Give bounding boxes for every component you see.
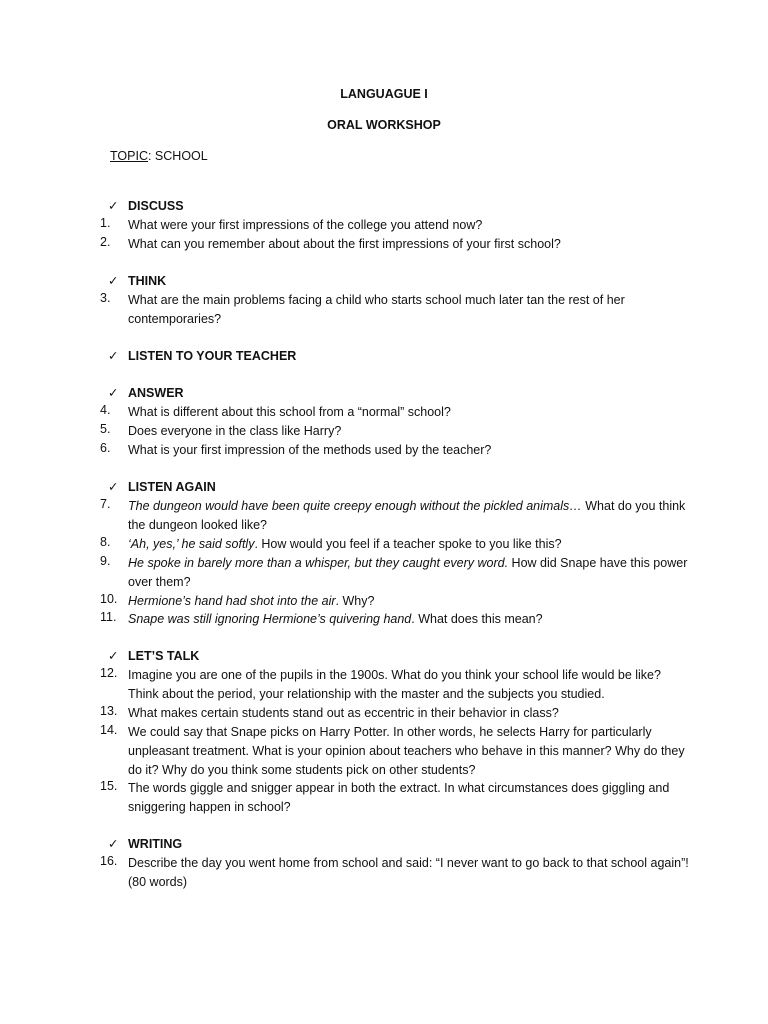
- quote-text: ‘Ah, yes,’ he said softly: [128, 537, 255, 551]
- question-text: What makes certain students stand out as eccentric in their behavior in class?: [128, 706, 559, 720]
- question-number: 12.: [100, 666, 118, 680]
- section-label: THINK: [128, 274, 167, 288]
- quote-text: Snape was still ignoring Hermione’s quivering hand: [128, 612, 412, 626]
- question-text: ‘Ah, yes,’ he said softly. How would you feel if a teacher spoke to you like this?: [128, 537, 562, 551]
- question-text: Hermione’s hand had shot into the air. Why?: [128, 594, 375, 608]
- question-number: 5.: [100, 422, 111, 436]
- section-label: DISCUSS: [128, 199, 184, 213]
- question-number: 8.: [100, 535, 111, 549]
- question-text: What were your first impressions of the college you attend now?: [128, 218, 483, 232]
- question-text: What can you remember about about the first impressions of your first school?: [128, 237, 561, 251]
- checkmark-icon: ✓: [108, 480, 119, 494]
- question-text: He spoke in barely more than a whisper, but they caught every word. How did Snape have this power over them?: [128, 556, 688, 589]
- question-number: 9.: [100, 554, 111, 568]
- question-item: [100, 216, 690, 235]
- question-text: What is different about this school from a “normal” school?: [128, 405, 451, 419]
- question-text: What are the main problems facing a child who starts school much later tan the rest of her contemporaries?: [128, 293, 625, 326]
- question-number: 14.: [100, 723, 118, 737]
- section-lets-talk: [108, 648, 199, 663]
- section-label: ANSWER: [128, 386, 184, 400]
- checkmark-icon: ✓: [108, 386, 119, 400]
- question-item: [100, 235, 690, 254]
- question-number: 3.: [100, 291, 111, 305]
- question-text: The words giggle and snigger appear in both the extract. In what circumstances does giggling and sniggering happen in school?: [128, 781, 670, 814]
- section-listen: [108, 348, 296, 363]
- section-label: LISTEN AGAIN: [128, 480, 216, 494]
- checkmark-icon: ✓: [108, 837, 119, 851]
- section-answer: [108, 385, 184, 400]
- question-item: [100, 291, 690, 329]
- question-number: 7.: [100, 497, 111, 511]
- question-item: [100, 497, 690, 535]
- question-number: 1.: [100, 216, 111, 230]
- question-text: The dungeon would have been quite creepy enough without the pickled animals… What do you think the dungeon looked like?: [128, 499, 686, 532]
- question-item: [100, 779, 690, 817]
- question-text: Describe the day you went home from school and said: “I never want to go back to that school again”! (80 words): [128, 856, 689, 889]
- question-item: [100, 666, 690, 704]
- quote-text: He spoke in barely more than a whisper, but they caught every word.: [128, 556, 509, 570]
- topic-line: [110, 149, 208, 163]
- question-item: [100, 422, 690, 441]
- question-number: 15.: [100, 779, 118, 793]
- checkmark-icon: ✓: [108, 649, 119, 663]
- checkmark-icon: ✓: [108, 274, 119, 288]
- quote-text: The dungeon would have been quite creepy enough without the pickled animals…: [128, 499, 582, 513]
- topic-label: TOPIC: [110, 149, 148, 163]
- question-item: [100, 535, 690, 554]
- question-text: Imagine you are one of the pupils in the 1900s. What do you think your school life would be like? Think about the period, your relationship with the master and the subjects you studied.: [128, 668, 661, 701]
- section-discuss: [108, 198, 184, 213]
- question-item: [100, 723, 690, 780]
- section-label: WRITING: [128, 837, 183, 851]
- document-subtitle: ORAL WORKSHOP: [327, 118, 441, 132]
- question-text: We could say that Snape picks on Harry Potter. In other words, he selects Harry for particularly unpleasant treatment. What is your opinion about teachers who behave in this manner? Why do they do it? Why do you think some students pick on other students?: [128, 725, 685, 777]
- question-number: 10.: [100, 592, 118, 606]
- question-item: [100, 854, 690, 892]
- question-number: 11.: [100, 610, 117, 624]
- question-number: 2.: [100, 235, 111, 249]
- quote-text: Hermione’s hand had shot into the air: [128, 594, 336, 608]
- question-number: 13.: [100, 704, 118, 718]
- question-number: 16.: [100, 854, 118, 868]
- section-writing: [108, 836, 182, 851]
- question-text: Snape was still ignoring Hermione’s quivering hand. What does this mean?: [128, 612, 543, 626]
- question-text: What is your first impression of the methods used by the teacher?: [128, 443, 492, 457]
- topic-value: : SCHOOL: [147, 149, 208, 163]
- question-item: [100, 403, 690, 422]
- question-number: 6.: [100, 441, 111, 455]
- question-item: [100, 592, 690, 611]
- section-listen-again: [108, 479, 216, 494]
- question-item: [100, 610, 690, 629]
- document-title: LANGUAGUE I: [340, 87, 428, 101]
- checkmark-icon: ✓: [108, 349, 119, 363]
- question-item: [100, 704, 690, 723]
- section-label: LET’S TALK: [128, 649, 200, 663]
- section-label: LISTEN TO YOUR TEACHER: [128, 349, 297, 363]
- question-item: [100, 554, 690, 592]
- section-think: [108, 273, 166, 288]
- question-text: Does everyone in the class like Harry?: [128, 424, 342, 438]
- question-item: [100, 441, 690, 460]
- checkmark-icon: ✓: [108, 199, 119, 213]
- question-number: 4.: [100, 403, 111, 417]
